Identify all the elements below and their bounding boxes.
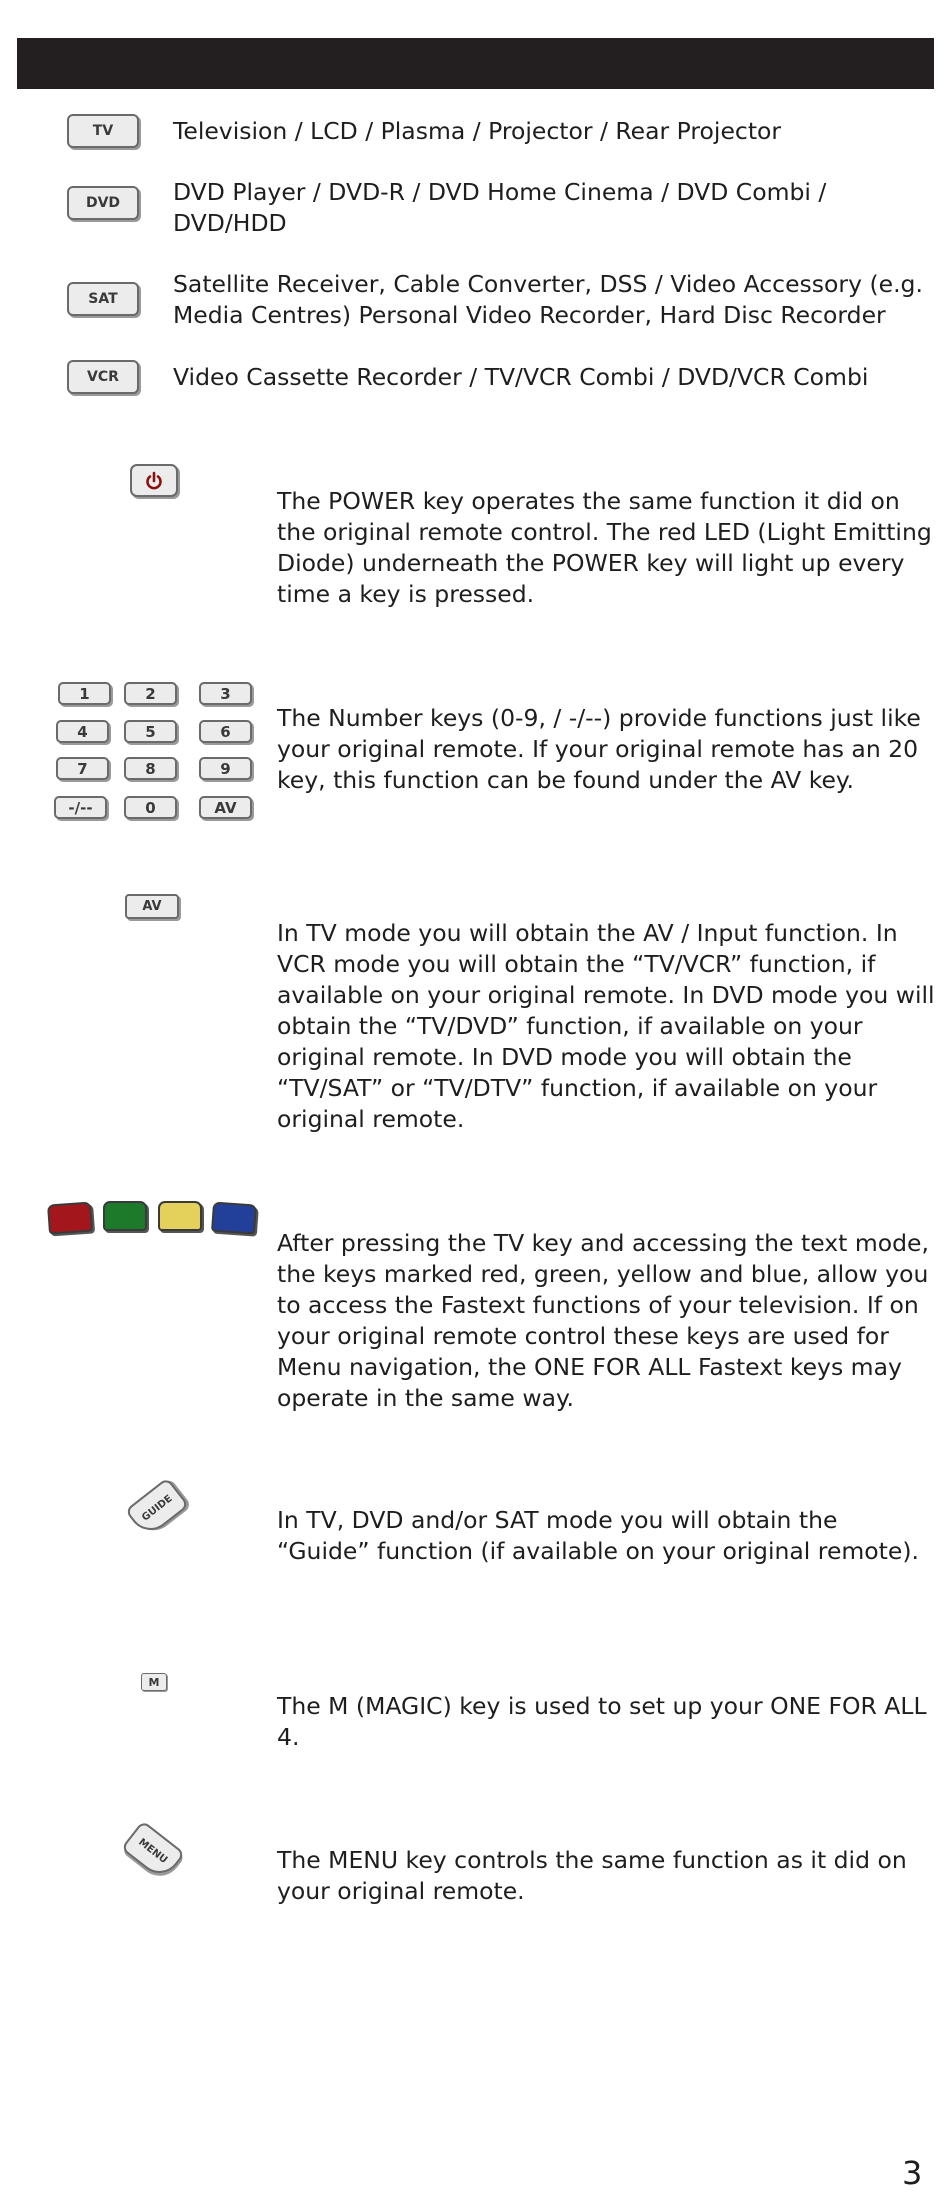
number-keys-description: The Number keys (0-9, / -/--) provide functions just like your original remote. If your original remote has an 20 key, this function can be found under the AV key.	[277, 704, 921, 794]
number-key-1: 1	[58, 682, 111, 705]
device-description-vcr: Video Cassette Recorder / TV/VCR Combi / DVD/VCR Combi	[173, 363, 869, 391]
number-key-6: 6	[199, 720, 252, 743]
av-description: In TV mode you will obtain the AV / Input function. In VCR mode you will obtain the “TV/VCR” function, if available on your original remote. In DVD mode you will obtain the “TV/DVD” function, if available on your original remote. In DVD mode you will obtain the “TV/SAT” or “TV/DTV” function, if available on your original remote.	[277, 919, 935, 1133]
magic-description: The M (MAGIC) key is used to set up your ONE FOR ALL 4.	[277, 1692, 927, 1751]
number-key-7: 7	[56, 757, 109, 780]
power-description: The POWER key operates the same function it did on the original remote control. The red LED (Light Emitting Diode) underneath the POWER key will light up every time a key is pressed.	[277, 487, 932, 608]
dvd-key-icon: DVD	[67, 186, 139, 220]
menu-description: The MENU key controls the same function as it did on your original remote.	[277, 1846, 907, 1905]
magic-key-icon: M	[141, 1673, 167, 1691]
number-key-9: 9	[199, 757, 252, 780]
yellow-key	[158, 1201, 202, 1231]
av-key-small: AV	[199, 796, 252, 819]
number-key-5: 5	[124, 720, 177, 743]
number-key-2: 2	[124, 682, 177, 705]
number-key-3: 3	[199, 682, 252, 705]
device-description-tv: Television / LCD / Plasma / Projector / Rear Projector	[173, 117, 782, 145]
sat-key-icon: SAT	[67, 282, 139, 316]
header-bar	[17, 38, 934, 89]
av-key-icon: AV	[125, 894, 179, 919]
power-key-icon	[130, 464, 178, 497]
guide-description: In TV, DVD and/or SAT mode you will obtain the “Guide” function (if available on your original remote).	[277, 1506, 919, 1565]
device-description-dvd: DVD Player / DVD-R / DVD Home Cinema / DVD Combi / DVD/HDD	[173, 178, 827, 237]
page-number: 3	[902, 2154, 923, 2192]
device-description-sat: Satellite Receiver, Cable Converter, DSS / Video Accessory (e.g. Media Centres) Personal Video Recorder, Hard Disc Recorder	[173, 270, 923, 329]
menu-key-icon: MENU	[121, 1820, 186, 1882]
power-icon	[143, 470, 165, 492]
number-key-4: 4	[56, 720, 109, 743]
number-key-0: 0	[124, 796, 177, 819]
number-key-8: 8	[124, 757, 177, 780]
red-key	[47, 1202, 93, 1235]
vcr-key-icon: VCR	[67, 360, 139, 394]
dash-key: -/--	[54, 796, 107, 819]
tv-key-icon: TV	[67, 114, 139, 148]
fastext-description: After pressing the TV key and accessing the text mode, the keys marked red, green, yellow and blue, allow you to access the Fastext functions of your television. If on your original remote control these keys are used for Menu navigation, the ONE FOR ALL Fastext keys may operate in the same way.	[277, 1229, 929, 1412]
blue-key	[211, 1202, 257, 1235]
green-key	[103, 1201, 147, 1231]
guide-key-icon: GUIDE	[125, 1477, 190, 1539]
